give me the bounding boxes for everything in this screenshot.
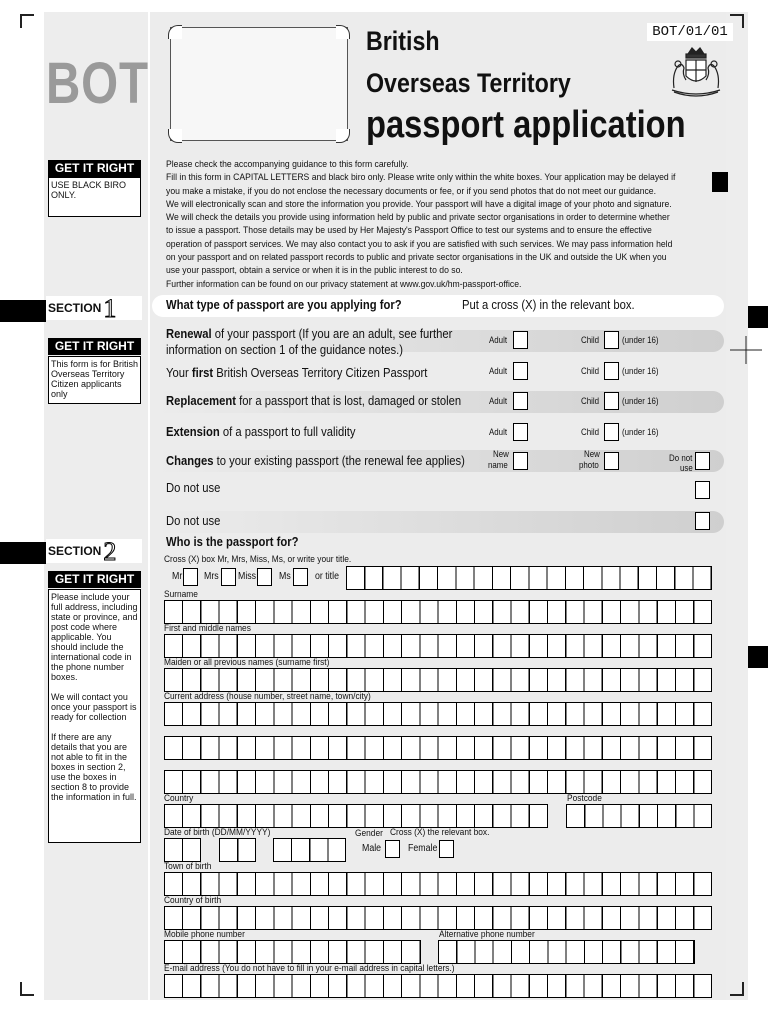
intro-guidance-text: Please check the accompanying guidance to this form carefully. Fill in this form in CAPITAL LETTERS and black biro only. Please write only within the white boxes. Your application may be delayed if you make a mistake, if you do not enclose the necessary documents or fee, or if you send photos that do not meet our guidance. We will electronically scan and store the information you provide. Your passport will have a digital image of your photo and signature. We will check the details you provide using information held by public and private sector organisations in order to determine whether to issue a passport. Those details may be used by Her Majesty's Passport Office to test our systems and to ensure the effective operation of passport services. We may also contact you to ask if you are satisfied with such services. We may pass information held on your passport and on related passport records to public and private sector organisations in the UK and outside the UK when you use your passport, obtain a service or when it is in the public interest to do so. Further information can be found on our privacy statement at www.gov.uk/hm-passport-office. [166, 158, 676, 289]
replacement-under16-label: (under 16) [622, 396, 659, 406]
registration-square [712, 172, 728, 192]
ms-label: Ms [279, 571, 291, 582]
extension-under16-label: (under 16) [622, 427, 659, 437]
first-adult-label: Adult [489, 366, 508, 376]
do-not-use-row-1: Do not use [166, 481, 221, 495]
renewal-child-checkbox[interactable] [604, 331, 619, 349]
postcode-input[interactable] [566, 804, 712, 828]
changes-label: Changes to your existing passport (the renewal fee applies) [166, 454, 465, 468]
first-middle-names-label: First and middle names [164, 623, 251, 634]
surname-label: Surname [164, 589, 198, 600]
mobile-phone-input[interactable] [164, 940, 421, 964]
address-line-2-input[interactable] [164, 736, 712, 760]
first-middle-names-input[interactable] [164, 634, 712, 658]
maiden-names-input[interactable] [164, 668, 712, 692]
section-1-instruction: Put a cross (X) in the relevant box. [462, 298, 635, 312]
crop-mark-top-left [20, 14, 34, 28]
title-passport-application: passport application [366, 104, 686, 146]
right-margin-column [726, 12, 748, 1000]
form-code: BOT/01/01 [647, 23, 733, 41]
first-child-label: Child [581, 366, 600, 376]
first-child-checkbox[interactable] [604, 362, 619, 380]
mrs-checkbox[interactable] [221, 568, 236, 586]
get-it-right-header: GET IT RIGHT [48, 160, 141, 177]
replacement-child-label: Child [581, 396, 600, 406]
email-input[interactable] [164, 974, 712, 998]
section-1-question: What type of passport are you applying for? [166, 298, 402, 312]
first-passport-label: Your first British Overseas Territory Citizen Passport [166, 366, 428, 380]
extension-label: Extension of a passport to full validity [166, 425, 356, 439]
photo-corner-top-left [168, 25, 182, 39]
mr-checkbox[interactable] [183, 568, 198, 586]
maiden-names-label: Maiden or all previous names (surname first) [164, 657, 330, 668]
get-it-right-header-section-2: GET IT RIGHT [48, 571, 141, 588]
renewal-label: Renewal of your passport (If you are an adult, see further [166, 327, 453, 341]
female-label: Female [408, 843, 438, 854]
or-title-label: or title [315, 571, 339, 582]
extension-child-label: Child [581, 427, 600, 437]
photo-placement-frame [170, 27, 348, 141]
gender-instruction: Cross (X) the relevant box. [390, 827, 490, 838]
section-2-label: SECTION2 [46, 539, 142, 563]
female-checkbox[interactable] [439, 840, 454, 858]
country-of-birth-label: Country of birth [164, 895, 222, 906]
changes-do-not-use-box [695, 452, 710, 470]
first-under16-label: (under 16) [622, 366, 659, 376]
renewal-adult-label: Adult [489, 335, 508, 345]
get-it-right-section-2-note: Please include your full address, including state or province, and post code where applicable. You should include the international code in the phone number boxes. We will contact you once your passport is ready for collection If there are any details that you are not able to fit in the boxes in section 2, use the boxes in section 8 to provide the information in full. [48, 589, 141, 843]
gender-label: Gender [355, 828, 383, 839]
renewal-label-line2: information on section 1 of the guidance notes.) [166, 343, 404, 357]
extension-adult-label: Adult [489, 427, 508, 437]
address-line-1-input[interactable] [164, 702, 712, 726]
dob-month-input[interactable] [219, 838, 256, 862]
section-2-tab [0, 542, 46, 564]
do-not-use-box-2 [695, 512, 710, 530]
replacement-adult-checkbox[interactable] [513, 392, 528, 410]
section-2-question: Who is the passport for? [166, 535, 299, 549]
registration-square [748, 306, 768, 328]
new-name-label-1: New [493, 449, 509, 459]
extension-child-checkbox[interactable] [604, 423, 619, 441]
alternative-phone-input[interactable] [438, 940, 695, 964]
title-overseas-territory: Overseas Territory [366, 68, 571, 98]
registration-crosshair-icon [730, 336, 762, 364]
get-it-right-header-section-1: GET IT RIGHT [48, 338, 141, 355]
mrs-label: Mrs [204, 571, 219, 582]
new-photo-checkbox[interactable] [604, 452, 619, 470]
miss-checkbox[interactable] [257, 568, 272, 586]
royal-coat-of-arms-icon [664, 44, 728, 100]
do-not-use-row-2: Do not use [166, 514, 221, 528]
ms-checkbox[interactable] [293, 568, 308, 586]
email-label: E-mail address (You do not have to fill in your e-mail address in capital letters.) [164, 963, 455, 974]
male-checkbox[interactable] [385, 840, 400, 858]
section-1-label: SECTION1 [46, 296, 142, 320]
section-1-tab [0, 300, 46, 322]
mobile-phone-label: Mobile phone number [164, 929, 245, 940]
postcode-label: Postcode [567, 793, 602, 804]
registration-square [748, 646, 768, 668]
do-not-use-row-2-bar [152, 511, 724, 533]
crop-mark-bottom-left [20, 982, 34, 996]
new-photo-label-2: photo [579, 460, 599, 470]
get-it-right-biro-note: USE BLACK BIRO ONLY. [48, 177, 141, 217]
new-photo-label-1: New [584, 449, 600, 459]
first-adult-checkbox[interactable] [513, 362, 528, 380]
miss-label: Miss [238, 571, 257, 582]
replacement-adult-label: Adult [489, 396, 508, 406]
address-line-3-input[interactable] [164, 770, 712, 794]
new-name-checkbox[interactable] [513, 452, 528, 470]
crop-mark-bottom-right [730, 982, 744, 996]
renewal-under16-label: (under 16) [622, 335, 659, 345]
mr-label: Mr [172, 571, 183, 582]
new-name-label-2: name [488, 460, 508, 470]
country-input[interactable] [164, 804, 548, 828]
dob-year-input[interactable] [273, 838, 346, 862]
renewal-child-label: Child [581, 335, 600, 345]
town-of-birth-label: Town of birth [164, 861, 212, 872]
do-not-use-box-1 [695, 481, 710, 499]
country-label: Country [164, 793, 194, 804]
changes-do-not-use-label-2: use [680, 463, 693, 473]
title-british: British [366, 26, 440, 56]
dob-day-input[interactable] [164, 838, 201, 862]
male-label: Male [362, 843, 382, 854]
get-it-right-section-1-note: This form is for British Overseas Territory Citizen applicants only [48, 356, 141, 404]
current-address-label: Current address (house number, street name, town/city) [164, 691, 371, 702]
alternative-phone-label: Alternative phone number [439, 929, 535, 940]
changes-do-not-use-label-1: Do not [669, 453, 693, 463]
title-input[interactable] [346, 566, 712, 590]
bot-logo-text: BOT [46, 51, 149, 116]
country-of-birth-input[interactable] [164, 906, 712, 930]
extension-adult-checkbox[interactable] [513, 423, 528, 441]
town-of-birth-input[interactable] [164, 872, 712, 896]
surname-input[interactable] [164, 600, 712, 624]
replacement-label: Replacement for a passport that is lost, damaged or stolen [166, 394, 462, 408]
replacement-child-checkbox[interactable] [604, 392, 619, 410]
title-instruction: Cross (X) box Mr, Mrs, Miss, Ms, or write your title. [164, 554, 352, 565]
renewal-adult-checkbox[interactable] [513, 331, 528, 349]
date-of-birth-label: Date of birth (DD/MM/YYYY) [164, 827, 271, 838]
